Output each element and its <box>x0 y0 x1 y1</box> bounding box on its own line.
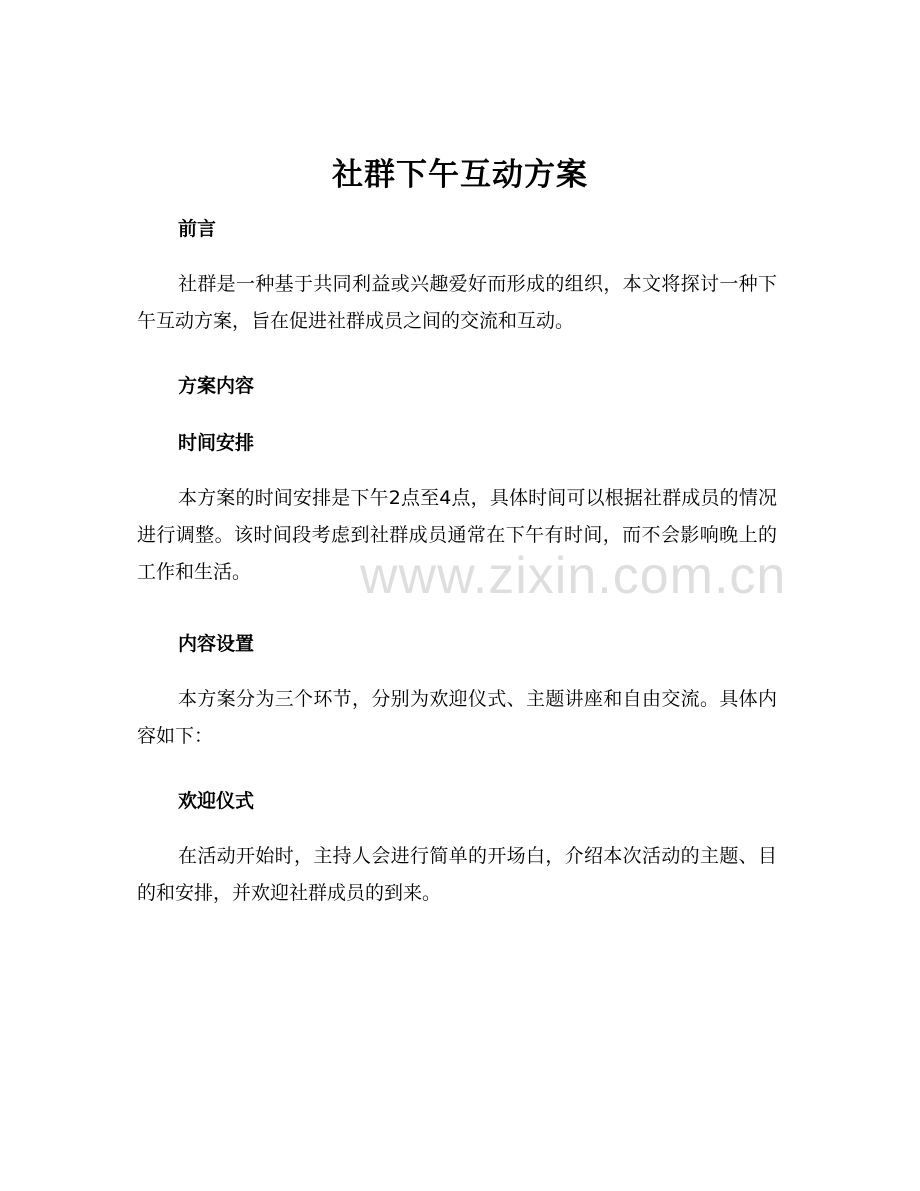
paragraph-welcome: 在活动开始时，主持人会进行简单的开场白，介绍本次活动的主题、目的和安排，并欢迎社群成员的到来。 <box>137 845 777 904</box>
section-heading-welcome: 欢迎仪式 <box>178 790 255 812</box>
paragraph-schedule: 本方案的时间安排是下午2点至4点，具体时间可以根据社群成员的情况进行调整。该时间段考虑到社群成员通常在下午有时间，而不会影响晚上的工作和生活。 <box>137 487 777 583</box>
paragraph-content-setup: 本方案分为三个环节，分别为欢迎仪式、主题讲座和自由交流。具体内容如下： <box>137 688 777 747</box>
paragraph-preface: 社群是一种基于共同利益或兴趣爱好而形成的组织，本文将探讨一种下午互动方案，旨在促进社群成员之间的交流和互动。 <box>137 273 777 332</box>
section-heading-plan-content: 方案内容 <box>178 375 255 397</box>
section-heading-content-setup: 内容设置 <box>178 633 255 655</box>
section-heading-preface: 前言 <box>178 218 217 240</box>
document-title: 社群下午互动方案 <box>332 157 588 193</box>
section-heading-schedule: 时间安排 <box>178 432 255 454</box>
watermark: www.zixin.com.cn <box>360 547 787 605</box>
